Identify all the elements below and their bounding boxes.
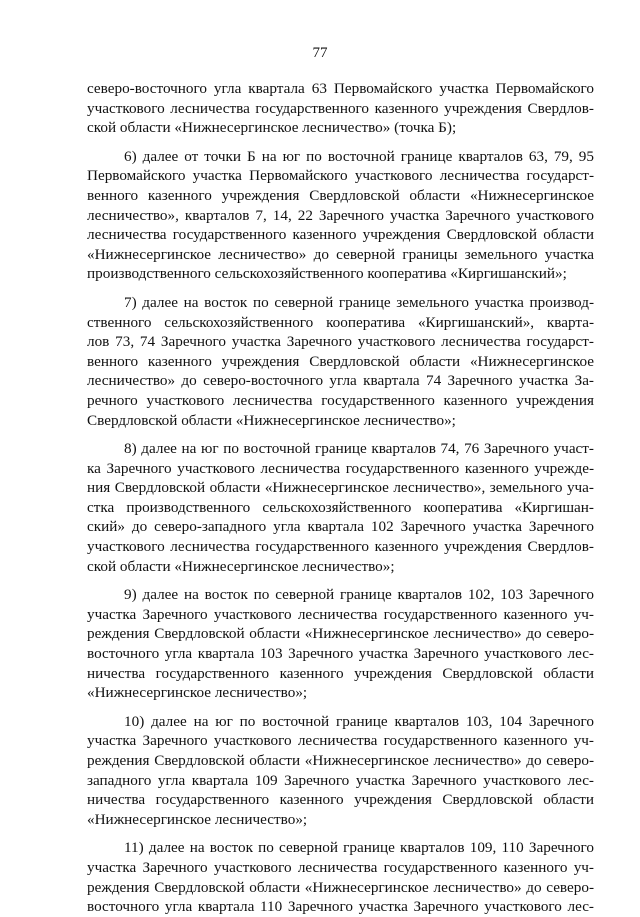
text-line: производственного сельскохозяйственного кооператива «Киргишанский»; xyxy=(87,265,567,283)
text-line: ка Заречного участкового лесничества государственного казенного учрежде- xyxy=(87,459,594,477)
paragraph-continuation xyxy=(87,79,594,138)
text-line: реждения Свердловской области «Нижнесергинское лесничество» до северо- xyxy=(87,752,594,769)
text-line: лесничество» до северо-восточного угла квартала 74 Заречного участка За- xyxy=(87,372,594,390)
text-line: северо-восточного угла квартала 63 Первомайского участка Первомайского xyxy=(87,80,594,97)
text-line: реждения Свердловской области «Нижнесергинское лесничество» до северо- xyxy=(87,878,594,896)
text-line: реждения Свердловской области «Нижнесергинское лесничество» до северо- xyxy=(87,625,594,643)
paragraph-item-6 xyxy=(87,147,594,284)
text-line: 9) далее на восток по северной границе кварталов 102, 103 Заречного xyxy=(124,586,594,604)
text-line: 7) далее на восток по северной границе земельного участка производ- xyxy=(124,293,594,311)
text-line: ничества государственного казенного учреждения Свердловской области xyxy=(87,664,594,682)
text-line: ской области «Нижнесергинское лесничество»; xyxy=(87,557,395,575)
text-line: стка производственного сельскохозяйственного кооператива «Киргишан- xyxy=(87,498,594,516)
paragraph-item-9 xyxy=(87,585,594,703)
paragraph-item-8 xyxy=(87,439,594,576)
text-line: ской области «Нижнесергинское лесничество» (точка Б); xyxy=(87,119,457,137)
text-line: Свердловской области «Нижнесергинское лесничество»; xyxy=(87,411,456,429)
document-body xyxy=(87,79,594,917)
text-line: Первомайского участка Первомайского участкового лесничества государст- xyxy=(87,167,594,185)
text-line: 10) далее на юг по восточной границе кварталов 103, 104 Заречного xyxy=(124,712,594,730)
text-line: 6) далее от точки Б на юг по восточной границе кварталов 63, 79, 95 xyxy=(124,147,594,165)
text-line: ния Свердловской области «Нижнесергинское лесничество», земельного уча- xyxy=(87,479,594,497)
text-line: западного угла квартала 109 Заречного участка Заречного участкового лес- xyxy=(87,771,594,789)
paragraph-item-7 xyxy=(87,293,594,430)
text-line: «Нижнесергинское лесничество» до северной границы земельного участка xyxy=(87,245,594,263)
text-line: лесничества государственного казенного учреждения Свердловской области xyxy=(87,226,594,244)
text-line: ский» до северо-западного угла квартала 102 Заречного участка Заречного xyxy=(87,518,594,536)
text-line: венного казенного учреждения Свердловской области «Нижнесергинское xyxy=(87,352,594,370)
text-line: восточного угла квартала 110 Заречного участка Заречного участкового лес- xyxy=(87,898,594,916)
text-line: участка Заречного участкового лесничества государственного казенного уч- xyxy=(87,605,594,623)
text-line: речного участкового лесничества государственного казенного учреждения xyxy=(87,391,594,409)
paragraph-item-10 xyxy=(87,712,594,830)
text-line: восточного угла квартала 103 Заречного участка Заречного участкового лес- xyxy=(87,645,594,663)
text-line: участка Заречного участкового лесничества государственного казенного уч- xyxy=(87,858,594,876)
text-line: участкового лесничества государственного казенного учреждения Свердлов- xyxy=(87,538,594,556)
text-line: лесничество», кварталов 7, 14, 22 Заречного участка Заречного участкового xyxy=(87,206,594,224)
page-number: 77 xyxy=(312,45,328,61)
text-line: 8) далее на юг по восточной границе кварталов 74, 76 Заречного участ- xyxy=(124,440,594,458)
text-line: ственного сельскохозяйственного кооператива «Киргишанский», кварта- xyxy=(87,313,594,331)
text-line: «Нижнесергинское лесничество»; xyxy=(87,810,308,828)
text-line: венного казенного учреждения Свердловской области «Нижнесергинское xyxy=(87,186,594,204)
text-line: ничества государственного казенного учреждения Свердловской области xyxy=(87,791,594,809)
text-line: «Нижнесергинское лесничество»; xyxy=(87,684,308,702)
text-line: участка Заречного участкового лесничества государственного казенного уч- xyxy=(87,732,594,750)
text-line: 11) далее на восток по северной границе кварталов 109, 110 Заречного xyxy=(124,839,594,857)
text-line: участкового лесничества государственного казенного учреждения Свердлов- xyxy=(87,99,594,117)
text-line: лов 73, 74 Заречного участка Заречного участкового лесничества государст- xyxy=(87,333,594,351)
